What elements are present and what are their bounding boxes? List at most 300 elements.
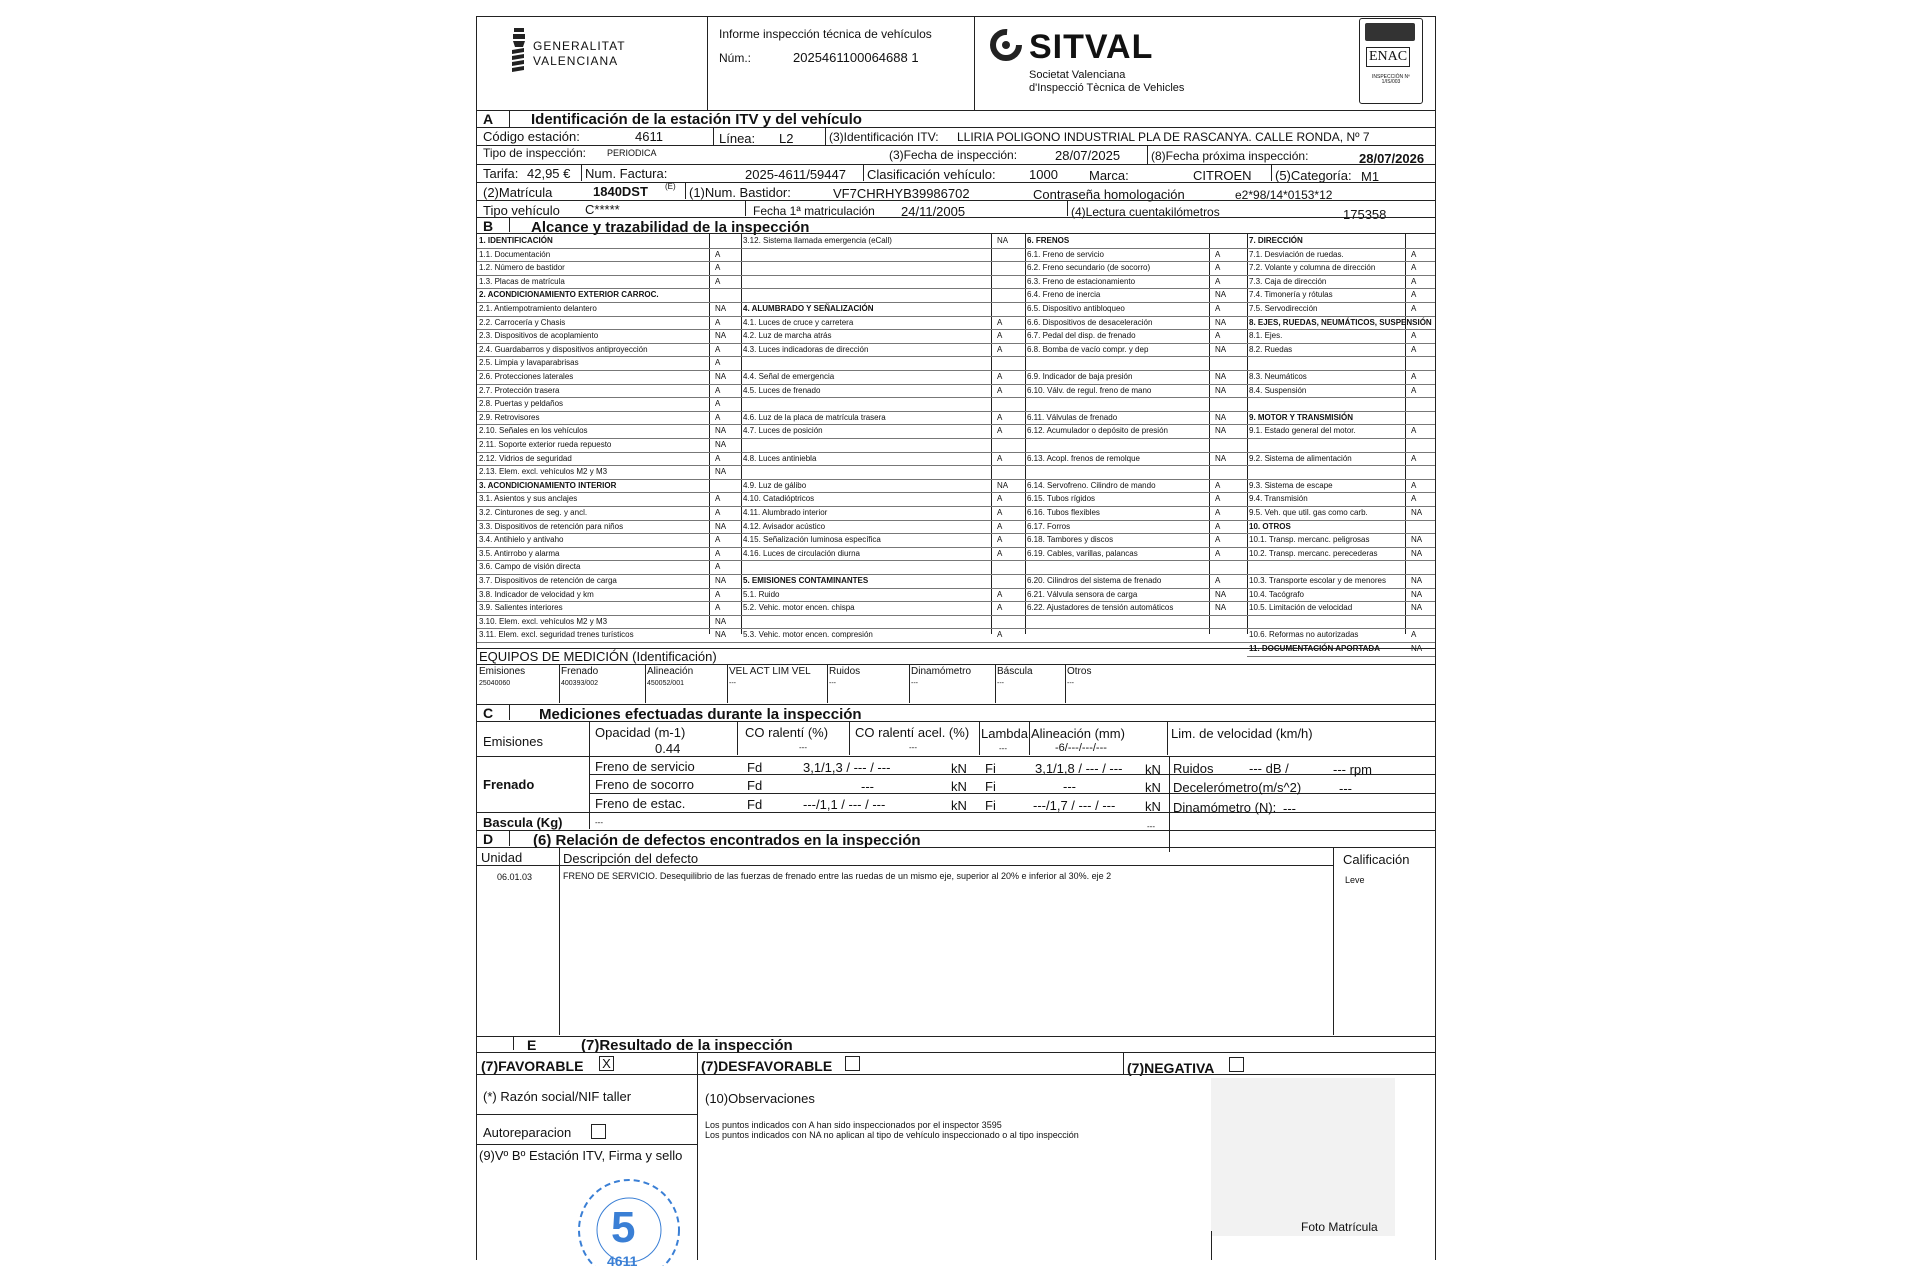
scope-item-label: 3.9. Salientes interiores	[479, 603, 563, 613]
sitval-logo-icon	[989, 28, 1023, 62]
scope-item-result: A	[715, 548, 721, 558]
scope-group-heading: 10. OTROS	[1249, 521, 1291, 531]
scope-item-label: 3.6. Campo de visión directa	[479, 562, 581, 572]
autoreparacion-label: Autoreparacion	[483, 1125, 572, 1140]
bascula-label: Bascula (Kg)	[483, 815, 563, 830]
scope-group-heading: 9. MOTOR Y TRANSMISIÓN	[1249, 412, 1354, 422]
scope-item-result: A	[1215, 494, 1221, 504]
scope-item-result: A	[1215, 521, 1221, 531]
scope-item-label: 3.7. Dispositivos de retención de carga	[479, 576, 617, 585]
scope-item-label: 4.1. Luces de cruce y carretera	[743, 317, 854, 327]
defecto-descripcion: FRENO DE SERVICIO. Desequilibrio de las fuerzas de frenado entre las ruedas de un mismo eje, superior al 20% e inferior al 30%. eje 2	[563, 871, 1112, 881]
factura-label: Num. Factura:	[585, 166, 668, 181]
tipo-inspeccion-value: PERIODICA	[607, 148, 657, 158]
scope-item-label: 10.2. Transp. mercanc. perecederas	[1249, 548, 1378, 558]
equipo-label: VEL ACT LIM VEL	[729, 666, 811, 677]
scope-item-result: NA	[1411, 589, 1423, 599]
scope-item-result: NA	[1215, 344, 1227, 354]
desfavorable-checkbox[interactable]	[845, 1056, 860, 1071]
tipo-inspeccion-label: Tipo de inspección:	[483, 146, 586, 160]
sitval-subtitle2: d'Inspecció Tècnica de Vehicles	[1029, 82, 1185, 94]
report-title: Informe inspección técnica de vehículos	[719, 27, 932, 41]
equipo-value: ---	[997, 680, 1004, 687]
scope-item-result: A	[715, 317, 721, 327]
scope-item-label: 2.7. Protección trasera	[479, 385, 560, 395]
freno-servicio-kn2: kN	[1145, 762, 1161, 777]
scope-item-label: 1.1. Documentación	[479, 249, 551, 259]
scope-item-label: 10.3. Transporte escolar y de menores	[1249, 576, 1386, 585]
scope-item-result: NA	[715, 372, 727, 381]
scope-item-label: 2.13. Elem. excl. vehículos M2 y M3	[479, 467, 608, 477]
linea-label: Línea:	[719, 131, 756, 146]
generalitat-line1: GENERALITAT	[533, 39, 626, 53]
vobo-label: (9)Vº Bº Estación ITV, Firma y sello	[479, 1148, 683, 1163]
scope-item-result: A	[1215, 263, 1221, 273]
station-stamp	[575, 1166, 691, 1269]
scope-item-label: 4.11. Alumbrado interior	[743, 508, 828, 517]
scope-item-result: A	[997, 521, 1003, 531]
dinamometro-value: ---	[1283, 801, 1296, 816]
scope-item-label: 4.4. Señal de emergencia	[743, 372, 835, 381]
scope-item-result: A	[997, 385, 1003, 395]
scope-item-label: 6.4. Freno de inercia	[1027, 290, 1101, 300]
section-a-title: Identificación de la estación ITV y del vehículo	[531, 111, 862, 128]
equipos-row	[477, 665, 1435, 703]
scope-item-result: NA	[715, 304, 727, 313]
scope-item-result: A	[1411, 480, 1417, 490]
scope-item-label: 8.4. Suspensión	[1249, 385, 1307, 395]
fecha-proxima-label: (8)Fecha próxima inspección:	[1151, 149, 1309, 163]
redacted-area	[1211, 1078, 1395, 1236]
scope-item-result: A	[715, 494, 721, 504]
equipo-value: 25040060	[479, 680, 511, 687]
scope-item-label: 6.11. Válvulas de frenado	[1027, 412, 1118, 422]
clasificacion-value: 1000	[1029, 167, 1058, 182]
scope-group-heading: 11. DOCUMENTACIÓN APORTADA	[1249, 644, 1380, 653]
matricula-label: (2)Matrícula	[483, 185, 553, 200]
scope-item-result: A	[1411, 453, 1417, 463]
scope-item-label: 8.3. Neumáticos	[1249, 372, 1307, 381]
scope-item-result: NA	[1215, 589, 1227, 599]
scope-item-result: A	[1215, 548, 1221, 558]
scope-item-label: 7.5. Servodirección	[1249, 304, 1318, 313]
tarifa-value: 42,95 €	[527, 166, 571, 181]
codigo-label: Código estación:	[483, 129, 580, 144]
scope-item-result: NA	[1215, 603, 1227, 613]
scope-item-label: 6.15. Tubos rígidos	[1027, 494, 1096, 504]
opacidad-label: Opacidad (m-1)	[595, 725, 686, 740]
scope-item-label: 4.2. Luz de marcha atrás	[743, 331, 832, 341]
scope-item-result: NA	[1215, 412, 1227, 422]
scope-item-label: 2.9. Retrovisores	[479, 412, 540, 422]
scope-item-label: 4.10. Catadióptricos	[743, 494, 815, 504]
freno-servicio-fi-label: Fi	[985, 761, 996, 776]
scope-item-label: 9.5. Veh. que util. gas como carb.	[1249, 508, 1368, 517]
scope-item-label: 6.6. Dispositivos de desaceleración	[1027, 317, 1153, 327]
scope-item-result: NA	[1215, 385, 1227, 395]
freno-socorro-fd-label: Fd	[747, 778, 763, 793]
scope-item-result: A	[1411, 372, 1417, 381]
scope-item-result: NA	[1411, 548, 1423, 558]
alineacion-label: Alineación (mm)	[1031, 726, 1125, 741]
scope-item-label: 6.5. Dispositivo antibloqueo	[1027, 304, 1125, 313]
freno-servicio-label: Freno de servicio	[595, 759, 695, 774]
scope-group-heading: 4. ALUMBRADO Y SEÑALIZACIÓN	[743, 304, 874, 313]
scope-item-label: 1.2. Número de bastidor	[479, 263, 565, 273]
scope-item-label: 6.8. Bomba de vacío compr. y dep	[1027, 344, 1149, 354]
scope-item-result: A	[1411, 385, 1417, 395]
descripcion-header: Descripción del defecto	[563, 851, 699, 866]
scope-item-result: NA	[715, 521, 727, 531]
cuentakilometros-value: 175358	[1343, 207, 1387, 222]
inspection-scope-grid	[477, 234, 1435, 653]
scope-item-result: NA	[1411, 576, 1423, 585]
scope-item-label: 4.6. Luz de la placa de matrícula trasera	[743, 412, 886, 422]
emisiones-label: Emisiones	[483, 734, 543, 749]
scope-item-label: 7.1. Desviación de ruedas.	[1249, 249, 1344, 259]
scope-item-label: 6.2. Freno secundario (de socorro)	[1027, 263, 1151, 273]
foto-matricula-label: Foto Matrícula	[1301, 1220, 1378, 1234]
scope-group-heading: 6. FRENOS	[1027, 236, 1070, 245]
scope-item-label: 6.19. Cables, varillas, palancas	[1027, 548, 1138, 558]
scope-item-result: A	[715, 412, 721, 422]
ruidos-label: Ruidos	[1173, 761, 1214, 776]
scope-item-result: A	[997, 372, 1003, 381]
scope-item-label: 2.2. Carrocería y Chasis	[479, 317, 566, 327]
equipo-value: ---	[829, 680, 836, 687]
codigo-value: 4611	[635, 129, 663, 144]
unidad-header: Unidad	[481, 850, 523, 865]
section-d-letter: D	[483, 831, 494, 847]
scope-item-label: 1.3. Placas de matrícula	[479, 276, 565, 286]
report-number-label: Núm.:	[719, 51, 752, 65]
scope-item-label: 9.1. Estado general del motor.	[1249, 426, 1356, 436]
scope-item-result: A	[997, 412, 1003, 422]
scope-group-heading: 8. EJES, RUEDAS, NEUMÁTICOS, SUSPENSIÓN	[1249, 317, 1432, 327]
scope-item-label: 2.10. Señales en los vehículos	[479, 426, 588, 436]
scope-item-result: A	[1411, 344, 1417, 354]
scope-item-result: NA	[1215, 317, 1227, 327]
scope-group-heading: 7. DIRECCIÓN	[1249, 236, 1303, 245]
freno-servicio-kn1: kN	[951, 761, 967, 776]
equipo-label: Frenado	[561, 666, 599, 677]
scope-item-label: 4.5. Luces de frenado	[743, 385, 821, 395]
scope-item-label: 4.7. Luces de posición	[743, 426, 823, 436]
freno-servicio-fd-label: Fd	[747, 760, 763, 775]
scope-item-result: A	[1215, 276, 1221, 286]
scope-item-label: 6.18. Tambores y discos	[1027, 535, 1114, 545]
bastidor-label: (1)Num. Bastidor:	[689, 185, 791, 200]
scope-item-result: A	[715, 263, 721, 273]
scope-item-label: 6.13. Acopl. frenos de remolque	[1027, 453, 1140, 463]
scope-item-label: 9.2. Sistema de alimentación	[1249, 453, 1352, 463]
equipo-label: Otros	[1067, 666, 1092, 677]
scope-item-result: A	[715, 603, 721, 613]
generalitat-logo	[511, 28, 529, 72]
observaciones-line1: Los puntos indicados con A han sido inspeccionados por el inspector 3595	[705, 1120, 1002, 1130]
scope-item-result: A	[997, 535, 1003, 545]
scope-item-label: 7.2. Volante y columna de dirección	[1249, 263, 1376, 273]
scope-item-result: A	[997, 508, 1003, 517]
scope-item-label: 3.5. Antirrobo y alarma	[479, 548, 560, 558]
scope-item-result: NA	[715, 576, 727, 585]
scope-item-result: A	[1215, 304, 1221, 313]
section-e-letter: E	[527, 1037, 537, 1053]
scope-item-result: A	[997, 603, 1003, 613]
autoreparacion-checkbox[interactable]	[591, 1124, 606, 1139]
scope-item-result: A	[715, 344, 721, 354]
scope-item-result: A	[715, 385, 721, 395]
tipo-vehiculo-value: C*****	[585, 202, 620, 217]
scope-item-label: 3.8. Indicador de velocidad y km	[479, 589, 594, 599]
inspection-report	[476, 16, 1436, 1269]
enac-text: ENAC	[1366, 47, 1410, 67]
sitval-subtitle1: Societat Valenciana	[1029, 69, 1126, 81]
report-number: 2025461100064688 1	[793, 50, 919, 65]
scope-item-result: A	[715, 453, 721, 463]
matricula-value: 1840DST	[593, 184, 648, 199]
categoria-value: M1	[1361, 169, 1380, 184]
freno-servicio-fi: 3,1/1,8 / --- / ---	[1035, 761, 1123, 776]
scope-item-result: NA	[715, 440, 727, 449]
scope-item-label: 3.10. Elem. excl. vehículos M2 y M3	[479, 616, 608, 626]
tipo-vehiculo-label: Tipo vehículo	[483, 203, 560, 218]
favorable-checkbox[interactable]: X	[599, 1056, 614, 1071]
scope-item-result: A	[1215, 508, 1221, 517]
scope-item-label: 2.5. Limpia y lavaparabrisas	[479, 358, 579, 368]
equipo-value: ---	[1067, 680, 1074, 687]
factura-value: 2025-4611/59447	[745, 167, 846, 182]
scope-item-label: 4.15. Señalización luminosa específica	[743, 535, 881, 545]
scope-item-result: A	[1215, 331, 1221, 341]
scope-item-result: A	[997, 589, 1003, 599]
scope-item-result: A	[1411, 494, 1417, 504]
matricula-suffix: (E)	[665, 182, 676, 191]
bastidor-value: VF7CHRHYB39986702	[833, 186, 970, 201]
bascula-value: ---	[595, 818, 603, 827]
co-ralenti-label: CO ralentí (%)	[745, 725, 829, 740]
fecha-proxima-value: 28/07/2026	[1359, 151, 1425, 166]
equipo-label: Dinamómetro	[911, 666, 972, 677]
opacidad-value: 0.44	[655, 741, 681, 756]
freno-servicio-fd: 3,1/1,3 / --- / ---	[803, 760, 891, 775]
scope-item-label: 4.9. Luz de gálibo	[743, 480, 807, 490]
observaciones-line2: Los puntos indicados con NA no aplican al tipo de vehículo inspeccionado o al tipo inspección	[705, 1130, 1079, 1140]
scope-item-label: 4.16. Luces de circulación diurna	[743, 548, 860, 558]
clasificacion-label: Clasificación vehículo:	[867, 167, 996, 182]
scope-item-result: A	[1215, 249, 1221, 259]
equipo-label: Ruidos	[829, 666, 861, 677]
scope-item-result: A	[1411, 304, 1417, 313]
scope-item-label: 6.22. Ajustadores de tensión automáticos	[1027, 603, 1174, 613]
scope-item-result: NA	[1215, 453, 1227, 463]
scope-item-label: 3.4. Antihielo y antivaho	[479, 535, 564, 545]
scope-item-result: NA	[1411, 508, 1423, 517]
scope-item-result: NA	[715, 630, 727, 640]
scope-item-label: 6.21. Válvula sensora de carga	[1027, 589, 1138, 599]
scope-item-result: A	[715, 358, 721, 368]
freno-estac-fd: ---/1,1 / --- / ---	[803, 797, 886, 812]
freno-estac-fi: ---/1,7 / --- / ---	[1033, 798, 1116, 813]
negativa-checkbox[interactable]	[1229, 1057, 1244, 1072]
scope-item-label: 2.6. Protecciones laterales	[479, 372, 574, 381]
scope-item-result: NA	[1215, 426, 1227, 436]
linea-value: L2	[779, 131, 794, 146]
scope-item-result: A	[1411, 249, 1417, 259]
scope-item-label: 6.7. Pedal del disp. de frenado	[1027, 331, 1136, 341]
scope-item-result: A	[1411, 276, 1417, 286]
scope-item-label: 9.4. Transmisión	[1249, 494, 1308, 504]
lambda-label: Lambda	[981, 726, 1028, 741]
scope-item-label: 6.9. Indicador de baja presión	[1027, 372, 1133, 381]
marca-label: Marca:	[1089, 168, 1129, 183]
lambda-value: ---	[999, 744, 1007, 753]
scope-item-label: 10.5. Limitación de velocidad	[1249, 603, 1353, 613]
scope-item-result: NA	[1215, 290, 1227, 300]
scope-item-label: 9.3. Sistema de escape	[1249, 480, 1333, 490]
enac-logo	[1359, 18, 1423, 104]
contrasena-label: Contraseña homologación	[1033, 187, 1185, 202]
scope-item-label: 2.3. Dispositivos de acoplamiento	[479, 331, 599, 341]
scope-item-result: NA	[997, 236, 1009, 245]
sitval-wordmark: SITVAL	[1029, 28, 1154, 66]
scope-group-heading: 3. ACONDICIONAMIENTO INTERIOR	[479, 480, 617, 490]
defecto-unidad: 06.01.03	[497, 872, 533, 882]
scope-item-result: NA	[715, 616, 727, 626]
scope-item-result: A	[997, 317, 1003, 327]
scope-item-label: 5.3. Vehic. motor encen. compresión	[743, 630, 873, 640]
scope-item-result: A	[997, 331, 1003, 341]
scope-item-result: A	[715, 535, 721, 545]
scope-item-label: 7.3. Caja de dirección	[1249, 276, 1327, 286]
scope-item-label: 2.8. Puertas y peldaños	[479, 399, 564, 409]
defecto-calificacion: Leve	[1345, 875, 1365, 885]
scope-item-label: 5.2. Vehic. motor encen. chispa	[743, 603, 855, 613]
freno-socorro-label: Freno de socorro	[595, 777, 694, 792]
scope-item-label: 8.2. Ruedas	[1249, 344, 1293, 354]
frenado-label: Frenado	[483, 777, 535, 792]
scope-item-result: A	[1411, 630, 1417, 640]
ruidos-value: --- dB /	[1249, 761, 1289, 776]
scope-item-result: NA	[715, 467, 727, 477]
generalitat-line2: VALENCIANA	[533, 54, 619, 68]
scope-item-label: 6.3. Freno de estacionamiento	[1027, 276, 1136, 286]
enac-subtext: INSPECCIÓN Nº 1/IS/003	[1372, 74, 1410, 85]
freno-estac-kn1: kN	[951, 798, 967, 813]
scope-item-result: A	[715, 589, 721, 599]
stamp-code: 4611	[607, 1253, 638, 1269]
equipo-value: ---	[729, 680, 736, 687]
scope-item-label: 6.1. Freno de servicio	[1027, 249, 1104, 259]
equipo-label: Báscula	[997, 666, 1033, 677]
scope-item-result: NA	[715, 331, 727, 341]
scope-item-result: A	[1411, 331, 1417, 341]
section-b-title: Alcance y trazabilidad de la inspección	[531, 219, 810, 236]
scope-item-label: 3.2. Cinturones de seg. y ancl.	[479, 508, 588, 517]
co-acel-value: ---	[909, 743, 917, 752]
scope-item-label: 6.12. Acumulador o depósito de presión	[1027, 426, 1168, 436]
section-a-letter: A	[483, 111, 494, 127]
scope-item-label: 6.16. Tubos flexibles	[1027, 508, 1100, 517]
freno-estac-kn2: kN	[1145, 799, 1161, 814]
scope-item-result: A	[997, 494, 1003, 504]
scope-item-result: A	[1215, 535, 1221, 545]
scope-item-label: 3.11. Elem. excl. seguridad trenes turísticos	[479, 630, 634, 640]
scope-item-result: NA	[1411, 603, 1423, 613]
scope-item-label: 10.1. Transp. mercanc. peligrosas	[1249, 535, 1370, 545]
scope-item-result: A	[997, 630, 1003, 640]
bascula-value2: ---	[1147, 822, 1155, 831]
scope-item-result: A	[715, 508, 721, 517]
co-ralenti-value: ---	[799, 743, 807, 752]
scope-item-result: NA	[715, 426, 727, 436]
scope-item-label: 8.1. Ejes.	[1249, 331, 1283, 341]
freno-socorro-fd: ---	[861, 779, 874, 794]
scope-item-label: 3.3. Dispositivos de retención para niños	[479, 521, 624, 531]
decelerometro-label: Decelerómetro(m/s^2)	[1173, 780, 1302, 795]
fecha-inspeccion-value: 28/07/2025	[1055, 148, 1121, 163]
scope-item-label: 2.1. Antiempotramiento delantero	[479, 304, 597, 313]
scope-item-label: 2.12. Vidrios de seguridad	[479, 453, 572, 463]
marca-value: CITROEN	[1193, 168, 1252, 183]
scope-item-result: A	[997, 344, 1003, 354]
categoria-label: (5)Categoría:	[1275, 168, 1352, 183]
favorable-label: (7)FAVORABLE	[481, 1058, 584, 1074]
ident-itv-value: LLIRIA POLIGONO INDUSTRIAL PLA DE RASCANYA. CALLE RONDA, Nº 7	[957, 130, 1370, 144]
scope-item-label: 2.11. Soporte exterior rueda repuesto	[479, 440, 612, 449]
scope-item-label: 7.4. Timonería y rótulas	[1249, 290, 1333, 300]
tarifa-label: Tarifa:	[483, 166, 519, 181]
alineacion-value: -6/---/---/---	[1055, 742, 1107, 754]
scope-item-label: 3.12. Sistema llamada emergencia (eCall)	[743, 236, 892, 245]
scope-item-result: A	[715, 562, 721, 572]
scope-group-heading: 2. ACONDICIONAMIENTO EXTERIOR CARROC.	[479, 290, 659, 300]
scope-item-result: A	[715, 276, 721, 286]
scope-item-label: 4.3. Luces indicadoras de dirección	[743, 344, 869, 354]
scope-item-result: NA	[1411, 644, 1423, 653]
freno-estac-fi-label: Fi	[985, 798, 996, 813]
freno-socorro-kn2: kN	[1145, 780, 1161, 795]
scope-item-label: 6.10. Válv. de regul. freno de mano	[1027, 385, 1152, 395]
scope-item-result: A	[1411, 426, 1417, 436]
freno-socorro-fi: ---	[1063, 779, 1076, 794]
negativa-label: (7)NEGATIVA	[1127, 1060, 1215, 1076]
section-e-title: (7)Resultado de la inspección	[581, 1037, 793, 1054]
section-c-title: Mediciones efectuadas durante la inspección	[539, 706, 862, 723]
razon-social-label: (*) Razón social/NIF taller	[483, 1089, 632, 1104]
contrasena-value: e2*98/14*0153*12	[1235, 188, 1333, 202]
section-b-letter: B	[483, 218, 494, 234]
velocidad-label: Lim. de velocidad (km/h)	[1171, 726, 1313, 741]
scope-item-result: A	[997, 426, 1003, 436]
scope-item-result: A	[997, 548, 1003, 558]
fecha-inspeccion-label: (3)Fecha de inspección:	[889, 148, 1018, 162]
scope-item-result: NA	[1215, 372, 1227, 381]
scope-group-heading: 5. EMISIONES CONTAMINANTES	[743, 576, 869, 585]
scope-item-label: 6.20. Cilindros del sistema de frenado	[1027, 576, 1162, 585]
cuentakilometros-label: (4)Lectura cuentakilómetros	[1071, 205, 1220, 219]
freno-estac-fd-label: Fd	[747, 797, 763, 812]
fecha-matriculacion-label: Fecha 1ª matriculación	[753, 204, 875, 218]
scope-item-label: 6.14. Servofreno. Cilindro de mando	[1027, 480, 1156, 490]
calificacion-header: Calificación	[1343, 852, 1410, 867]
scope-item-result: A	[715, 249, 721, 259]
scope-item-label: 4.12. Avisador acústico	[743, 521, 826, 531]
scope-item-result: A	[1411, 263, 1417, 273]
scope-item-label: 6.17. Forros	[1027, 521, 1071, 531]
equipo-value: ---	[911, 680, 918, 687]
scope-item-label: 5.1. Ruido	[743, 589, 780, 599]
